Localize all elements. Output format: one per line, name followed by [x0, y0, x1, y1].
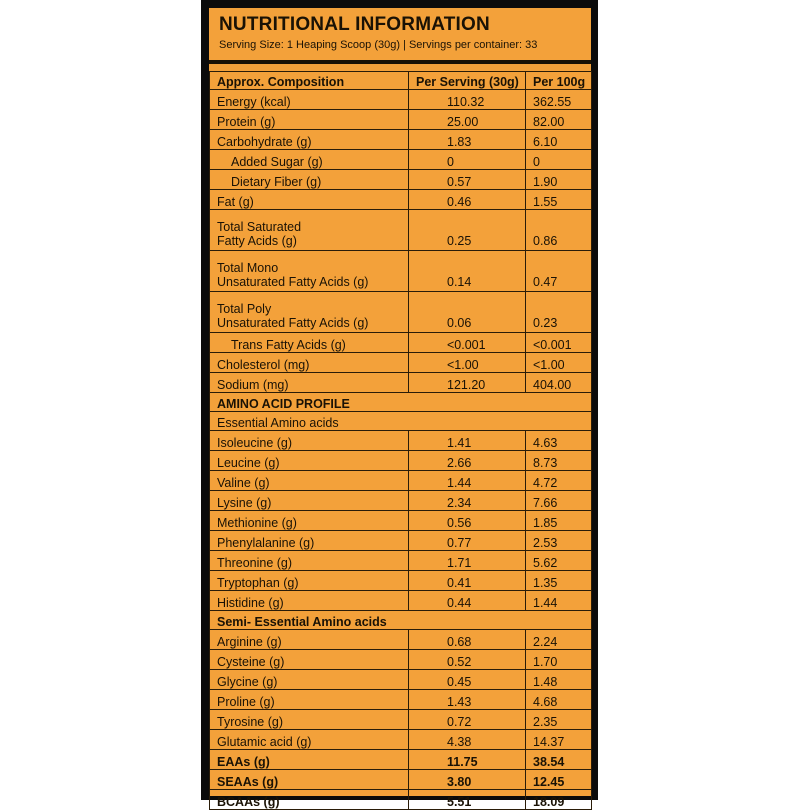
per-100g-value: 362.55	[526, 90, 592, 110]
per-serving-value: 2.34	[409, 491, 526, 511]
table-row	[210, 412, 592, 431]
per-100g-value: 2.53	[526, 531, 592, 551]
table-row	[210, 130, 592, 150]
per-serving-value: 0.45	[409, 670, 526, 690]
per-100g-value: 1.90	[526, 170, 592, 190]
nutrient-name	[210, 251, 409, 292]
per-100g-value: 6.10	[526, 130, 592, 150]
per-100g-value: 1.85	[526, 511, 592, 531]
per-100g-value: 0	[526, 150, 592, 170]
table-row	[210, 650, 592, 670]
per-serving-value: 0.77	[409, 531, 526, 551]
nutrient-name: Threonine (g)	[210, 551, 409, 571]
per-serving-value: 1.41	[409, 431, 526, 451]
per-100g-value: 5.62	[526, 551, 592, 571]
per-100g-value: 4.68	[526, 690, 592, 710]
title-divider	[209, 60, 591, 64]
table-row	[210, 730, 592, 750]
nutrient-name-line: Fatty Acids (g)	[217, 234, 297, 248]
per-serving-value: 1.71	[409, 551, 526, 571]
per-serving-value: 110.32	[409, 90, 526, 110]
table-row	[210, 431, 592, 451]
nutrient-name: Valine (g)	[210, 471, 409, 491]
per-100g-value: 404.00	[526, 373, 592, 393]
per-100g-value: 1.48	[526, 670, 592, 690]
table-row	[210, 611, 592, 630]
nutrient-name: SEAAs (g)	[210, 770, 409, 790]
per-100g-value: 1.55	[526, 190, 592, 210]
per-serving-value: 25.00	[409, 110, 526, 130]
nutrient-name-line: Unsaturated Fatty Acids (g)	[217, 316, 369, 330]
nutrient-name: Dietary Fiber (g)	[210, 170, 409, 190]
per-serving-value: 0.57	[409, 170, 526, 190]
column-header-per-serving: Per Serving (30g)	[409, 72, 526, 90]
per-serving-value: <0.001	[409, 333, 526, 353]
per-100g-value: 4.72	[526, 471, 592, 491]
nutrient-name: Isoleucine (g)	[210, 431, 409, 451]
table-row	[210, 591, 592, 611]
section-heading: Semi- Essential Amino acids	[210, 611, 592, 630]
per-100g-value: 12.45	[526, 770, 592, 790]
table-row	[210, 750, 592, 770]
nutrient-name: Cysteine (g)	[210, 650, 409, 670]
table-row	[210, 451, 592, 471]
nutrient-name	[210, 292, 409, 333]
nutrient-name: Proline (g)	[210, 690, 409, 710]
per-100g-value: 18.09	[526, 790, 592, 810]
per-serving-value: 0.72	[409, 710, 526, 730]
per-serving-value: 2.66	[409, 451, 526, 471]
per-serving-value: 0.14	[409, 251, 526, 292]
nutrient-name: Arginine (g)	[210, 630, 409, 650]
per-100g-value: 2.24	[526, 630, 592, 650]
per-serving-value: 0.52	[409, 650, 526, 670]
section-heading: AMINO ACID PROFILE	[210, 393, 592, 412]
per-serving-value: 11.75	[409, 750, 526, 770]
nutrient-name-line: Total Poly	[217, 302, 272, 316]
nutrient-name: Protein (g)	[210, 110, 409, 130]
nutrient-name-line: Total Mono	[217, 261, 279, 275]
nutrient-name: Leucine (g)	[210, 451, 409, 471]
nutrient-name: Glutamic acid (g)	[210, 730, 409, 750]
per-100g-value: 2.35	[526, 710, 592, 730]
per-100g-value: <1.00	[526, 353, 592, 373]
nutrition-label	[209, 8, 591, 809]
nutrient-name-line: Unsaturated Fatty Acids (g)	[217, 275, 369, 289]
table-row	[210, 190, 592, 210]
nutrient-name: BCAAs (g)	[210, 790, 409, 810]
per-100g-value: 0.86	[526, 210, 592, 251]
table-row	[210, 511, 592, 531]
table-header-row	[210, 72, 592, 90]
per-100g-value: 14.37	[526, 730, 592, 750]
table-row	[210, 670, 592, 690]
nutrient-name: EAAs (g)	[210, 750, 409, 770]
per-100g-value: 1.35	[526, 571, 592, 591]
per-100g-value: 0.47	[526, 251, 592, 292]
nutrient-name: Carbohydrate (g)	[210, 130, 409, 150]
per-serving-value: <1.00	[409, 353, 526, 373]
per-100g-value: 8.73	[526, 451, 592, 471]
per-serving-value: 0	[409, 150, 526, 170]
table-row	[210, 333, 592, 353]
nutrient-name: Tryptophan (g)	[210, 571, 409, 591]
serving-info: Serving Size: 1 Heaping Scoop (30g) | Servings per container: 33	[219, 39, 538, 51]
nutrient-name: Energy (kcal)	[210, 90, 409, 110]
table-row	[210, 770, 592, 790]
table-row	[210, 471, 592, 491]
per-100g-value: 1.44	[526, 591, 592, 611]
per-serving-value: 3.80	[409, 770, 526, 790]
per-serving-value: 0.25	[409, 210, 526, 251]
per-serving-value: 1.43	[409, 690, 526, 710]
table-row	[210, 292, 592, 333]
table-row	[210, 353, 592, 373]
per-100g-value: 38.54	[526, 750, 592, 770]
per-100g-value: 7.66	[526, 491, 592, 511]
nutrition-table	[209, 71, 592, 810]
table-row	[210, 531, 592, 551]
per-100g-value: 4.63	[526, 431, 592, 451]
per-serving-value: 0.56	[409, 511, 526, 531]
per-serving-value: 0.41	[409, 571, 526, 591]
per-100g-value: 1.70	[526, 650, 592, 670]
table-row	[210, 551, 592, 571]
table-row	[210, 90, 592, 110]
per-100g-value: <0.001	[526, 333, 592, 353]
per-serving-value: 0.46	[409, 190, 526, 210]
nutrient-name: Fat (g)	[210, 190, 409, 210]
per-serving-value: 0.68	[409, 630, 526, 650]
table-row	[210, 251, 592, 292]
nutrient-name: Histidine (g)	[210, 591, 409, 611]
per-100g-value: 0.23	[526, 292, 592, 333]
label-title: NUTRITIONAL INFORMATION	[219, 14, 490, 35]
table-row	[210, 393, 592, 412]
nutrient-name-line: Total Saturated	[217, 220, 302, 234]
per-100g-value: 82.00	[526, 110, 592, 130]
table-row	[210, 690, 592, 710]
table-row	[210, 150, 592, 170]
nutrient-name: Lysine (g)	[210, 491, 409, 511]
table-row	[210, 630, 592, 650]
table-row	[210, 710, 592, 730]
table-row	[210, 170, 592, 190]
table-row	[210, 571, 592, 591]
per-serving-value: 4.38	[409, 730, 526, 750]
nutrient-name: Cholesterol (mg)	[210, 353, 409, 373]
per-serving-value: 0.06	[409, 292, 526, 333]
nutrient-name: Methionine (g)	[210, 511, 409, 531]
nutrient-name	[210, 210, 409, 251]
table-row	[210, 373, 592, 393]
per-serving-value: 0.44	[409, 591, 526, 611]
table-row	[210, 110, 592, 130]
subsection-label: Essential Amino acids	[210, 412, 592, 431]
per-serving-value: 1.44	[409, 471, 526, 491]
nutrient-name: Tyrosine (g)	[210, 710, 409, 730]
per-serving-value: 121.20	[409, 373, 526, 393]
nutrient-name: Sodium (mg)	[210, 373, 409, 393]
nutrient-name: Phenylalanine (g)	[210, 531, 409, 551]
nutrient-name: Glycine (g)	[210, 670, 409, 690]
nutrient-name: Added Sugar (g)	[210, 150, 409, 170]
table-row	[210, 491, 592, 511]
per-serving-value: 5.51	[409, 790, 526, 810]
column-header-composition: Approx. Composition	[210, 72, 409, 90]
nutrient-name: Trans Fatty Acids (g)	[210, 333, 409, 353]
per-serving-value: 1.83	[409, 130, 526, 150]
column-header-per-100g: Per 100g	[526, 72, 592, 90]
table-row	[210, 210, 592, 251]
